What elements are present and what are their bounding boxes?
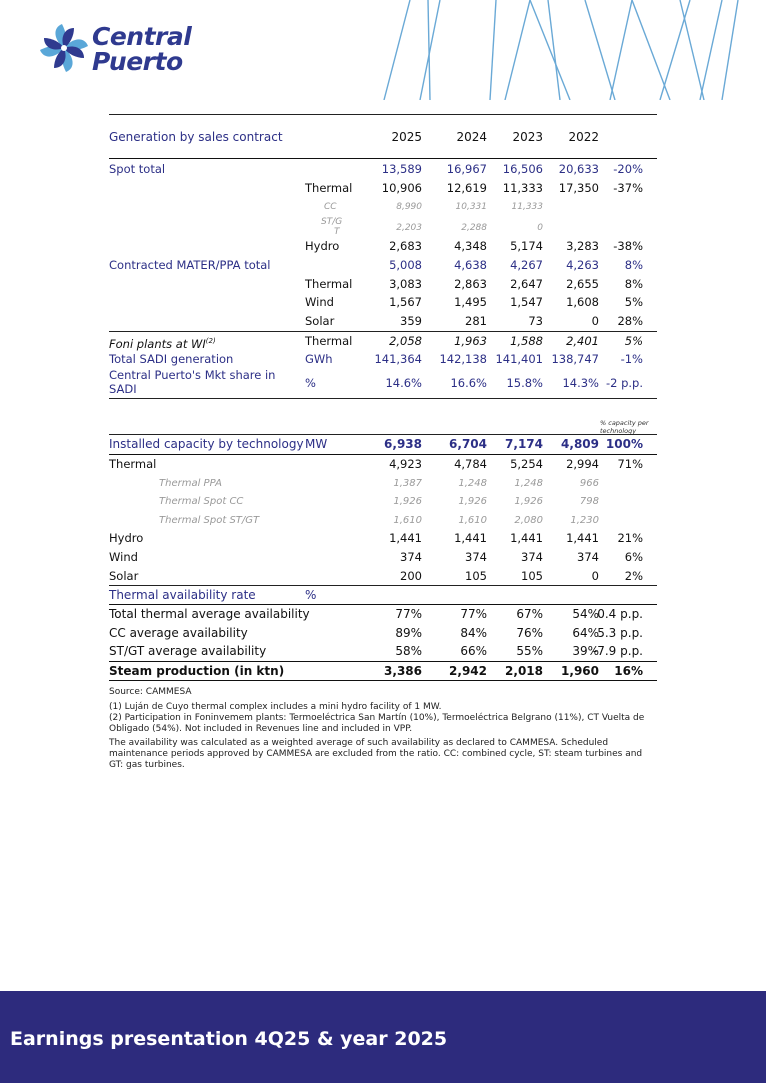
generation-bottom-rule [109,398,657,399]
row-sublabel: Thermal [305,334,353,348]
cell-2023: 11,333 [511,202,543,212]
row-rule [109,585,657,586]
cell-2024: 4,638 [454,258,487,272]
footer-title: Earnings presentation 4Q25 & year 2025 [10,1028,448,1050]
cell-2024: 2,863 [454,277,487,291]
availability-note: The availability was calculated as a weighted average of such availability as declared to CAMMESA. Scheduled maintenance periods approved by CAMMESA are excluded from the ratio. CC: combined cycle, ST: steam turbines and GT: gas turbines. [109,738,643,770]
cell-share: 2% [624,569,643,583]
cell-2024: 4,784 [454,457,487,471]
cell-2024: 10,331 [455,202,487,212]
cell-2022: 0 [591,314,599,328]
cell-2022: 3,283 [566,239,599,253]
cell-change: 28% [617,314,643,328]
cell-2024: 77% [460,607,487,621]
cell-2024: 16.6% [450,376,487,390]
capacity-header-label: Installed capacity by technology [109,437,304,451]
row-sublabel: Solar [305,314,335,328]
cell-2023: 4,267 [510,258,543,272]
row-label: Thermal Spot ST/GT [159,515,260,526]
cell-2024: 1,610 [458,515,487,526]
cell-2022: 966 [579,478,599,489]
year-2025: 2025 [391,130,422,144]
cell-2023: 67% [516,607,543,621]
cell-2023: 73 [528,314,543,328]
cell-change: -37% [613,181,643,195]
row-label: Thermal Spot CC [159,496,244,507]
cell-2025: 3,386 [384,664,422,678]
cell-2023: 2,647 [510,277,543,291]
cell-2024: 2,288 [461,223,487,233]
row-label: ST/GT average availability [109,644,267,658]
cell-2024: 281 [465,314,487,328]
cell-2025: 1,441 [389,531,422,545]
row-sublabel: Thermal [305,277,353,291]
capacity-unit: MW [305,437,328,451]
cell-share: 6% [624,550,643,564]
cell-2023: 105 [521,569,543,583]
cell-2023: 15.8% [506,376,543,390]
cell-2022: 4,809 [561,437,599,451]
cell-2023: 1,441 [510,531,543,545]
cell-2023: 5,254 [510,457,543,471]
cell-2025: 359 [400,314,422,328]
cell-change: -7.9 p.p. [592,644,643,658]
cell-2022: 4,263 [566,258,599,272]
capacity-top-rule [109,434,657,435]
row-label: CC average availability [109,626,248,640]
cell-change: 16% [614,664,643,678]
availability-header-label: Thermal availability rate [109,588,256,602]
row-sublabel: T [334,227,340,237]
cell-2022: 2,401 [566,334,599,348]
cell-change: -38% [613,239,643,253]
cell-2025: 89% [395,626,422,640]
generation-header-label: Generation by sales contract [109,130,283,144]
cell-2024: 4,348 [454,239,487,253]
cell-2023: 76% [516,626,543,640]
cell-2022: 1,230 [570,515,599,526]
cell-change: -2 p.p. [605,376,643,390]
cell-2025: 13,589 [381,162,422,176]
cell-2023: 5,174 [510,239,543,253]
decorative-lines [370,0,766,100]
cell-2025: 141,364 [374,352,422,366]
row-label: Central Puerto's Mkt share in [109,368,276,382]
cell-2024: 1,495 [454,295,487,309]
year-2023: 2023 [512,130,543,144]
table-top-rule [109,114,657,115]
cell-2025: 2,203 [396,223,422,233]
cell-2022: 1,608 [566,295,599,309]
cell-change: 8% [624,277,643,291]
cell-2022: 374 [577,550,599,564]
availability-header-rule [109,604,657,605]
cell-2025: 1,926 [393,496,422,507]
cell-2024: 1,926 [458,496,487,507]
cell-2023: 55% [516,644,543,658]
cell-2025: 2,058 [389,334,422,348]
row-label: Total SADI generation [109,352,234,366]
cell-2025: 10,906 [381,181,422,195]
row-label: Thermal PPA [159,478,222,489]
cell-2022: 54% [572,607,599,621]
cell-2023: 2,018 [505,664,543,678]
row-label: Solar [109,569,139,583]
cell-2022: 138,747 [551,352,599,366]
cell-2024: 1,441 [454,531,487,545]
pinwheel-logo-icon [36,20,92,76]
row-label: Thermal [109,457,157,471]
cell-share: 21% [617,531,643,545]
cell-2022: 2,994 [566,457,599,471]
cell-2025: 77% [395,607,422,621]
cell-share: 100% [605,437,643,451]
cell-2025: 374 [400,550,422,564]
cell-2025: 3,083 [389,277,422,291]
cell-2023: 1,926 [514,496,543,507]
year-2024: 2024 [456,130,487,144]
capacity-share-note: % capacity per technology [600,419,649,435]
cell-2025: 5,008 [389,258,422,272]
row-sublabel: Wind [305,295,334,309]
cell-2025: 200 [400,569,422,583]
cell-2023: 2,080 [514,515,543,526]
cell-change: -1% [620,352,643,366]
cell-2025: 4,923 [389,457,422,471]
cell-2022: 0 [591,569,599,583]
row-label: Spot total [109,162,166,176]
logo-word-central: Central [92,22,192,51]
cell-share: 71% [617,457,643,471]
cell-2024: 374 [465,550,487,564]
row-sublabel: Hydro [305,239,340,253]
cell-2024: 12,619 [446,181,487,195]
cell-2023: 7,174 [505,437,543,451]
cell-2025: 1,610 [393,515,422,526]
cell-2022: 39% [572,644,599,658]
cell-2023: 374 [521,550,543,564]
logo-word-puerto: Puerto [92,47,183,76]
cell-2023: 1,248 [514,478,543,489]
generation-header-rule [109,158,657,159]
cell-2022: 14.3% [562,376,599,390]
cell-2025: 1,567 [389,295,422,309]
cell-2024: 142,138 [439,352,487,366]
cell-change: 5.3 p.p. [597,626,643,640]
cell-change: 5% [624,334,643,348]
capacity-header-rule [109,454,657,455]
cell-2022: 798 [579,496,599,507]
central-puerto-logo [36,18,206,80]
row-label-continued: SADI [109,382,137,396]
cell-2022: 17,350 [558,181,599,195]
row-label [109,333,216,353]
footnote-ref: (2) [205,337,216,345]
cell-change: 0.4 p.p. [597,607,643,621]
row-label: Steam production (in ktn) [109,664,285,678]
cell-change: -20% [613,162,643,176]
row-rule [109,331,657,332]
cell-2024: 84% [460,626,487,640]
cell-2024: 2,942 [449,664,487,678]
steam-top-rule [109,661,657,662]
cell-change: 5% [624,295,643,309]
cell-2025: 8,990 [396,202,422,212]
row-label: Wind [109,550,138,564]
footnote-1: (1) Luján de Cuyo thermal complex includes a mini hydro facility of 1 MW. [109,702,442,712]
row-sublabel: CC [324,202,337,212]
cell-2022: 1,960 [561,664,599,678]
cell-2023: 1,588 [510,334,543,348]
cell-2022: 64% [572,626,599,640]
footnote-2: (2) Participation in Foninvemem plants: Termoeléctrica San Martín (10%), Termoeléctrica Belgrano (11%), CT Vuelta de Obligado (54%). Not included in Revenues line and included in VPP. [109,713,645,734]
row-sublabel: ST/G [321,217,343,227]
cell-2023: 0 [537,223,543,233]
cell-2023: 1,547 [510,295,543,309]
cell-2025: 1,387 [393,478,422,489]
row-label: Total thermal average availability [109,607,310,621]
cell-change: 8% [624,258,643,272]
steam-bottom-rule [109,680,657,681]
cell-2024: 105 [465,569,487,583]
availability-unit: % [305,588,317,602]
cell-2025: 14.6% [385,376,422,390]
row-unit: GWh [305,352,333,366]
cell-2024: 1,248 [458,478,487,489]
cell-2023: 141,401 [495,352,543,366]
row-sublabel: Thermal [305,181,353,195]
cell-2023: 16,506 [502,162,543,176]
cell-2025: 2,683 [389,239,422,253]
row-label: Hydro [109,531,144,545]
cell-2022: 1,441 [566,531,599,545]
cell-2024: 6,704 [449,437,487,451]
cell-2024: 1,963 [454,334,487,348]
cell-2022: 2,655 [566,277,599,291]
cell-2023: 11,333 [502,181,543,195]
cell-2022: 20,633 [558,162,599,176]
cell-2025: 6,938 [384,437,422,451]
row-unit: % [305,376,316,390]
year-2022: 2022 [568,130,599,144]
cell-2024: 66% [460,644,487,658]
cell-2025: 58% [395,644,422,658]
foni-label-text: Foni plants at WI [109,336,206,351]
cell-2024: 16,967 [446,162,487,176]
row-label: Contracted MATER/PPA total [109,258,271,272]
source-note: Source: CAMMESA [109,687,192,697]
